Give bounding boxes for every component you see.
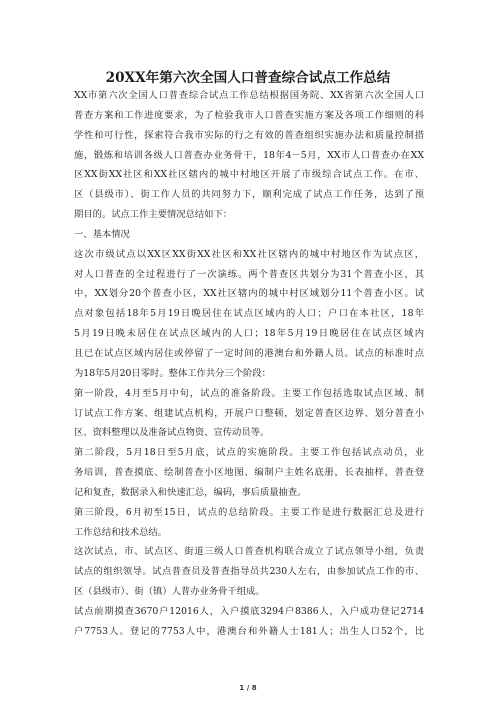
text-line: 且已在试点区域内居住或停留了一定时间的港澳台和外籍人员。试点的标准时点 [74, 347, 424, 359]
text-line: 记和复查，数据录入和快速汇总，编码，事后质量抽查。 [74, 486, 307, 498]
text-line: 为18年5月20日零时。整体工作共分三个阶段： [74, 367, 271, 379]
page-title: 20XX年第六次全国人口普查综合试点工作总结 [105, 70, 391, 86]
text-line: 中，XX划分20个普查小区，XX社区辖内的城中村区域划分11个普查小区。试 [74, 288, 424, 300]
text-line: 对人口普查的全过程进行了一次演练。两个普查区共划分为31个普查小区，其 [74, 268, 424, 280]
text-line: 一、基本情况 [74, 228, 130, 240]
text-line: 点对象包括18年5月19日晚居住在试点区域内的人口；户口在本社区，18年 [74, 308, 424, 320]
text-line: 区（县级市）、街工作人员的共同努力下，顺利完成了试点工作任务，达到了预 [74, 189, 424, 201]
text-line: 区、资料整理以及准备试点物资、宣传动员等。 [74, 427, 270, 439]
text-line: 第二阶段，5月18日至5月底，试点的实施阶段。主要工作包括试点动员，业 [74, 447, 424, 459]
text-line: XX市第六次全国人口普查综合试点工作总结根据国务院、XX省第六次全国人口 [74, 90, 424, 101]
text-line: 普查方案和工作进度要求，为了检验我市人口普查实施方案及各项工作细则的科 [74, 109, 424, 121]
text-line: 工作总结和技术总结。 [74, 526, 167, 538]
text-line: 试点的组织领导。试点普查员及普查指导员共230人左右，由参加试点工作的市、 [74, 566, 424, 578]
text-line: 5月19日晚未居住在试点区域内的人口；18年5月19日晚居住在试点区域内 [74, 328, 424, 340]
text-line: 区XX街XX社区和XX社区辖内的城中村地区开展了市级综合试点工作。在市、 [74, 169, 424, 181]
document-body [74, 86, 424, 642]
page-indicator: 1 / 8 [239, 684, 257, 692]
text-line: 订试点工作方案、组建试点机构，开展户口整顿，划定普查区边界、划分普查小 [74, 407, 424, 419]
text-line: 期目的。试点工作主要情况总结如下： [74, 209, 233, 221]
text-line: 这次市级试点以XX区XX街XX社区和XX社区辖内的城中村地区作为试点区， [74, 248, 424, 260]
text-line: 这次试点，市、试点区、街道三级人口普查机构联合成立了试点领导小组，负责 [74, 546, 424, 558]
text-line: 施，锻炼和培训各级人口普查办业务骨干，18年4－5月，XX市人口普查办在XX [74, 149, 424, 161]
text-line: 试点前期摸查3670户12016人，入户摸底3294户8386人，入户成功登记2714 [74, 605, 424, 617]
text-line: 户7753人。登记的7753人中，港澳台和外籍人士181人；出生人口52个，比 [74, 625, 424, 637]
text-line: 第三阶段，6月初至15日，试点的总结阶段。主要工作是进行数据汇总及进行 [74, 506, 424, 518]
text-line: 区（县级市）、街（镇）人普办业务骨干组成。 [74, 586, 265, 598]
text-line: 务培训，普查摸底、绘制普查小区地图、编制户主姓名底册，长表抽样，普查登 [74, 467, 424, 479]
text-line: 学性和可行性，探索符合我市实际的行之有效的普查组织实施办法和质量控制措 [74, 129, 424, 141]
text-line: 第一阶段，4月至5月中旬，试点的准备阶段。主要工作包括选取试点区域、制 [74, 387, 424, 399]
